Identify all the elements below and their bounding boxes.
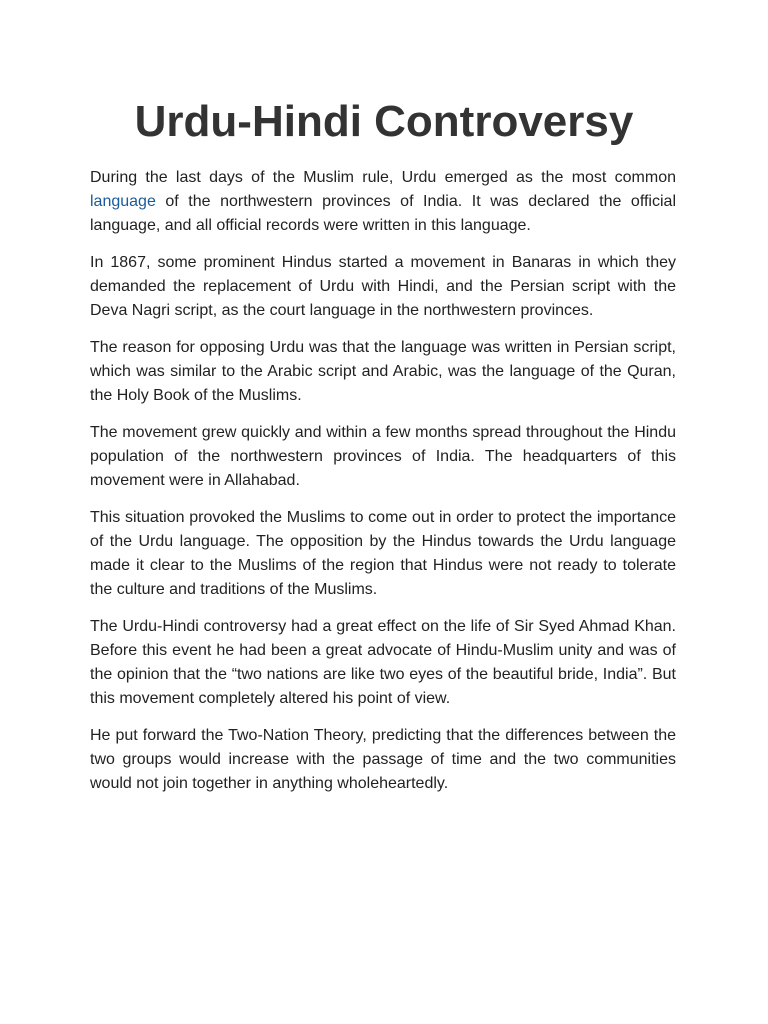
paragraph-3: The reason for opposing Urdu was that the language was written in Persian script, which was similar to the Arabic script and Arabic, was the language of the Quran, the Holy Book of the Muslims. (90, 339, 676, 404)
paragraph-6: The Urdu-Hindi controversy had a great effect on the life of Sir Syed Ahmad Khan. Before this event he had been a great advocate of Hindu-Muslim unity and was of the opinion that the “two nations are like two eyes of the beautiful bride, India”. But this movement completely altered his point of view. (90, 618, 676, 707)
paragraph-1-text-end: of the northwestern provinces of India. It was declared the official language, and all official records were written in this language. (90, 193, 676, 234)
language-link[interactable]: language (90, 193, 156, 210)
paragraph-1 (90, 166, 676, 238)
paragraph-1-text-start: During the last days of the Muslim rule, Urdu emerged as the most common (90, 169, 676, 186)
page-title: Urdu-Hindi Controversy (134, 97, 634, 146)
paragraph-7: He put forward the Two-Nation Theory, predicting that the differences between the two groups would increase with the passage of time and the two communities would not join together in anything wholeheartedly. (90, 727, 676, 792)
paragraph-2: In 1867, some prominent Hindus started a movement in Banaras in which they demanded the replacement of Urdu with Hindi, and the Persian script with the Deva Nagri script, as the court language in the northwestern provinces. (90, 254, 676, 319)
document-body (90, 166, 676, 809)
paragraph-4: The movement grew quickly and within a few months spread throughout the Hindu population of the northwestern provinces of India. The headquarters of this movement were in Allahabad. (90, 424, 676, 489)
paragraph-5: This situation provoked the Muslims to come out in order to protect the importance of the Urdu language. The opposition by the Hindus towards the Urdu language made it clear to the Muslims of the region that Hindus were not ready to tolerate the culture and traditions of the Muslims. (90, 509, 676, 598)
